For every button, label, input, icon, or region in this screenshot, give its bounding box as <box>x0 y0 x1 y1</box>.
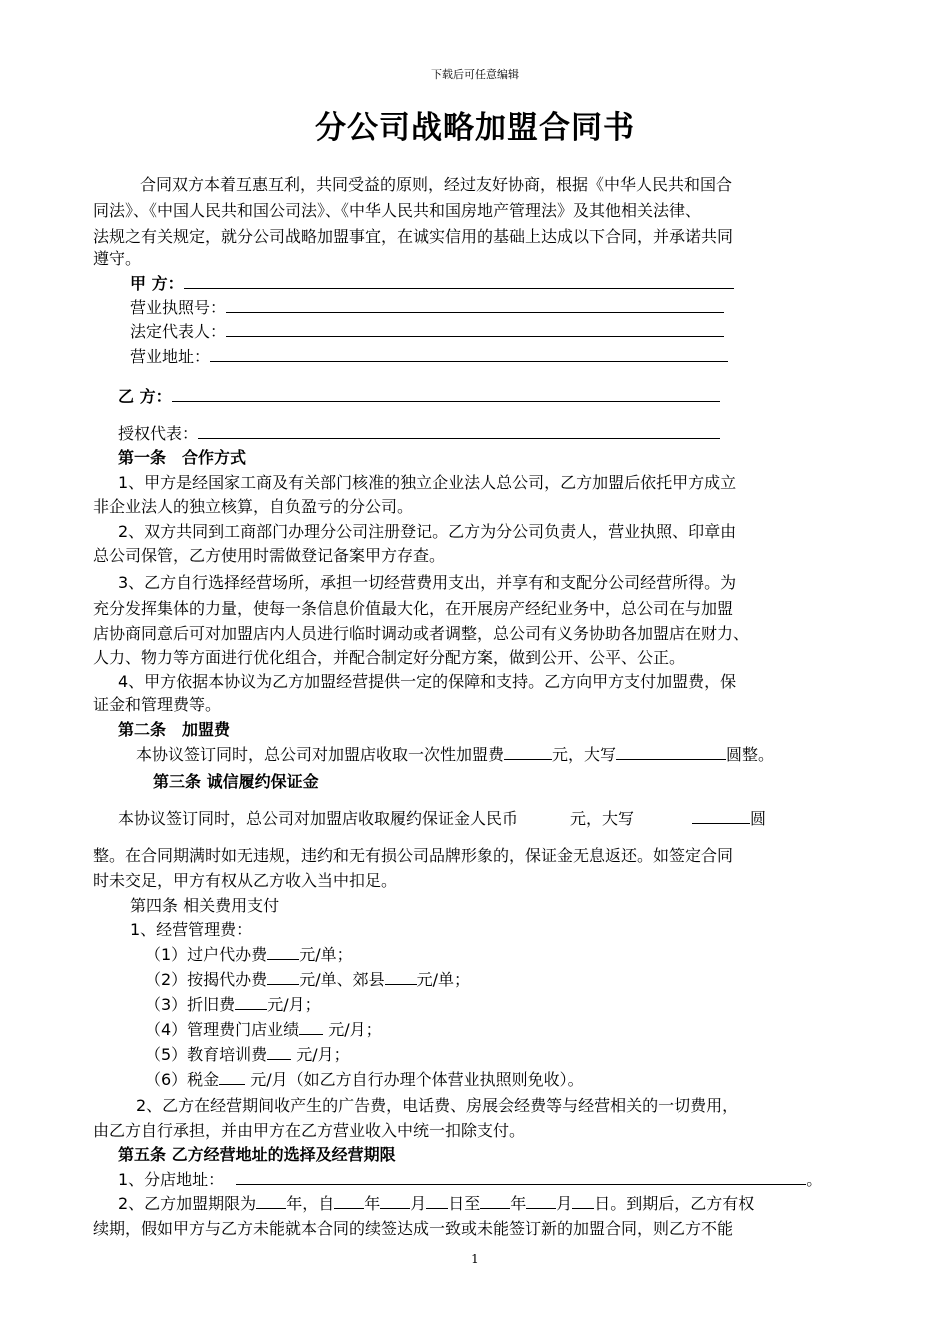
party-a-label: 甲 方： <box>130 274 184 293</box>
art4-fee-4 <box>145 1020 382 1040</box>
fee2-blank[interactable] <box>267 970 299 985</box>
term-f: 年 <box>510 1194 527 1213</box>
art4-fee-2 <box>145 970 470 990</box>
art5-address-blank[interactable] <box>236 1170 806 1185</box>
fee2-county-blank[interactable] <box>385 970 417 985</box>
fee3-blank[interactable] <box>235 995 267 1010</box>
document-title: 分公司战略加盟合同书 <box>315 110 635 146</box>
art3-amount-blank[interactable] <box>692 809 750 824</box>
art1-line-7: 店协商同意后可对加盟店内人员进行临时调动或者调整，总公司有义务协助各加盟店在财力、 <box>93 624 750 643</box>
fee1-label: （1）过户代办费 <box>145 945 268 964</box>
party-a-license-blank[interactable] <box>226 298 724 313</box>
fee2-label: （2）按揭代办费 <box>145 970 268 989</box>
term-end-month-blank[interactable] <box>526 1194 556 1209</box>
term-start-year-blank[interactable] <box>334 1194 364 1209</box>
art3-line-2: 时未交足，甲方有权从乙方收入当中扣足。 <box>93 871 398 890</box>
art5-address-end: 。 <box>806 1170 823 1189</box>
art1-line-10: 证金和管理费等。 <box>93 695 222 714</box>
party-a-address-blank[interactable] <box>210 347 728 362</box>
fee2-county-unit: 元/单； <box>416 970 470 989</box>
fee5-blank[interactable] <box>267 1045 291 1060</box>
party-a-license-label: 营业执照号： <box>130 298 227 317</box>
term-b: 年，自 <box>286 1194 335 1213</box>
art5-term-line-2: 续期，假如甲方与乙方未能就本合同的续签达成一致或未能签订新的加盟合同，则乙方不能 <box>93 1219 734 1238</box>
art2-fee-blank[interactable] <box>504 745 552 760</box>
party-b-rep-label: 授权代表： <box>118 424 199 443</box>
art4-fee-3 <box>145 995 321 1015</box>
party-a-rep-field <box>130 322 724 342</box>
term-start-day-blank[interactable] <box>426 1194 448 1209</box>
fee1-blank[interactable] <box>267 945 299 960</box>
party-a-address-label: 营业地址： <box>130 347 211 366</box>
intro-line-3: 法规之有关规定，就分公司战略加盟事宜，在诚实信用的基础上达成以下合同，并承诺共同 <box>93 227 734 246</box>
fee5-label: （5）教育培训费 <box>145 1045 268 1064</box>
art2-text-a: 本协议签订同时，总公司对加盟店收取一次性加盟费 <box>136 745 505 764</box>
art4-fee-6 <box>145 1070 584 1090</box>
art1-line-3: 2、双方共同到工商部门办理分公司注册登记。乙方为分公司负责人，营业执照、印章由 <box>118 522 737 541</box>
fee6-label: （6）税金 <box>145 1070 220 1089</box>
party-a-field <box>130 274 734 294</box>
fee3-unit: 元/月； <box>267 995 321 1014</box>
term-years-blank[interactable] <box>256 1194 286 1209</box>
fee4-unit: 元/月； <box>323 1020 382 1039</box>
party-b-rep-field <box>118 424 720 444</box>
page-number: 1 <box>471 1252 479 1266</box>
art1-line-1: 1、甲方是经国家工商及有关部门核准的独立企业法人总公司，乙方加盟后依托甲方成立 <box>118 473 737 492</box>
fee2-unit: 元/单、郊县 <box>299 970 385 989</box>
art1-line-8: 人力、物力等方面进行优化组合，并配合制定好分配方案，做到公开、公平、公正。 <box>93 648 686 667</box>
art2-text-c: 圆整。 <box>726 745 775 764</box>
art3-text-c: 圆 <box>750 809 767 828</box>
art4-sub2-line-1: 2、乙方在经营期间收产生的广告费，电话费、房展会经费等与经营相关的一切费用， <box>136 1096 739 1115</box>
fee4-label: （4）管理费门店业绩 <box>145 1020 300 1039</box>
party-a-blank[interactable] <box>184 274 734 289</box>
fee5-unit: 元/月； <box>291 1045 350 1064</box>
party-a-rep-blank[interactable] <box>226 322 724 337</box>
art2-text-b: 元，大写 <box>552 745 617 764</box>
art5-term <box>118 1194 754 1214</box>
term-d: 月 <box>410 1194 427 1213</box>
party-b-field <box>118 387 720 407</box>
fee1-unit: 元/单； <box>299 945 353 964</box>
party-b-blank[interactable] <box>172 387 720 402</box>
term-h: 日。到期后，乙方有权 <box>594 1194 755 1213</box>
party-a-license-field <box>130 298 724 318</box>
art3-text <box>118 809 766 829</box>
art1-line-6: 充分发挥集体的力量，使每一条信息价值最大化，在开展房产经纪业务中，总公司在与加盟 <box>93 599 734 618</box>
art4-heading: 第四条 相关费用支付 <box>130 896 280 915</box>
party-a-address-field <box>130 347 728 367</box>
art1-line-4: 总公司保管，乙方使用时需做登记备案甲方存查。 <box>93 546 446 565</box>
art1-line-2: 非企业法人的独立核算，自负盈亏的分公司。 <box>93 497 414 516</box>
term-start-month-blank[interactable] <box>380 1194 410 1209</box>
term-end-year-blank[interactable] <box>480 1194 510 1209</box>
art5-address-label: 1、分店地址： <box>118 1170 225 1189</box>
art4-sub2-line-2: 由乙方自行承担，并由甲方在乙方营业收入中统一扣除支付。 <box>93 1121 526 1140</box>
art5-address <box>118 1170 822 1190</box>
term-end-day-blank[interactable] <box>572 1194 594 1209</box>
art4-fee-1 <box>145 945 353 965</box>
art2-heading: 第二条 加盟费 <box>118 720 231 739</box>
intro-line-1: 合同双方本着互惠互利，共同受益的原则，经过友好协商，根据《中华人民共和国合 <box>140 175 733 194</box>
fee6-blank[interactable] <box>219 1070 245 1085</box>
fee6-unit: 元/月（如乙方自行办理个体营业执照则免收）。 <box>245 1070 584 1089</box>
intro-line-4: 遵守。 <box>93 249 142 268</box>
party-a-rep-label: 法定代表人： <box>130 322 227 341</box>
art4-sub1: 1、经营管理费： <box>130 920 253 939</box>
art2-text <box>136 745 774 765</box>
page-header: 下载后可任意编辑 <box>431 68 519 81</box>
art1-line-9: 4、甲方依据本协议为乙方加盟经营提供一定的保障和支持。乙方向甲方支付加盟费，保 <box>118 672 737 691</box>
party-b-rep-blank[interactable] <box>198 424 720 439</box>
art1-heading: 第一条 合作方式 <box>118 448 247 467</box>
art1-line-5: 3、乙方自行选择经营场所，承担一切经营费用支出，并享有和支配分公司经营所得。为 <box>118 573 737 592</box>
party-b-label: 乙 方： <box>118 387 172 406</box>
art3-heading: 第三条 诚信履约保证金 <box>153 772 319 791</box>
term-c: 年 <box>364 1194 381 1213</box>
art2-amount-blank[interactable] <box>616 745 726 760</box>
art3-text-b: 元，大写 <box>570 809 635 828</box>
term-e: 日至 <box>448 1194 481 1213</box>
art5-heading: 第五条 乙方经营地址的选择及经营期限 <box>118 1145 396 1164</box>
fee4-blank[interactable] <box>299 1020 323 1035</box>
fee3-label: （3）折旧费 <box>145 995 236 1014</box>
art3-line-1: 整。在合同期满时如无违规，违约和无有损公司品牌形象的，保证金无息返还。如签定合同 <box>93 846 734 865</box>
term-g: 月 <box>556 1194 573 1213</box>
intro-line-2: 同法》、《中国人民共和国公司法》、《中华人民共和国房地产管理法》及其他相关法律、 <box>93 201 702 220</box>
art3-text-a: 本协议签订同时，总公司对加盟店收取履约保证金人民币 <box>118 809 519 828</box>
term-a: 2、乙方加盟期限为 <box>118 1194 257 1213</box>
art4-fee-5 <box>145 1045 350 1065</box>
